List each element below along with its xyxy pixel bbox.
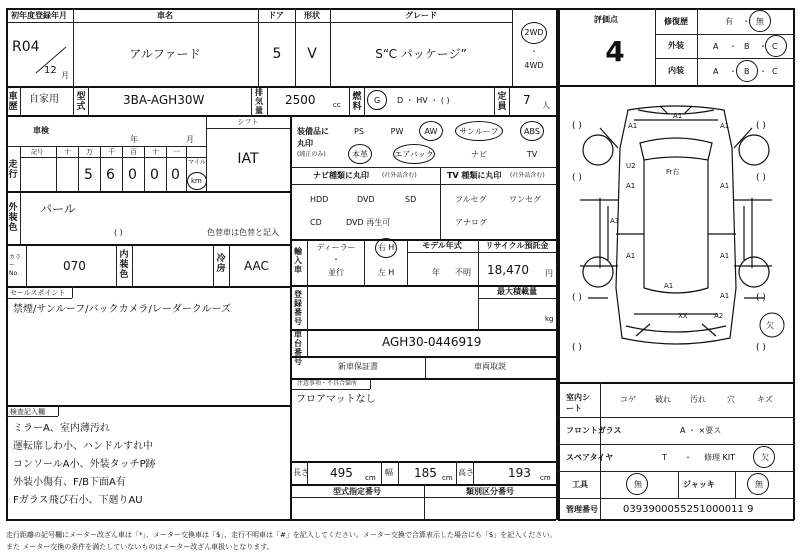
spare-kit: 修理 KIT	[704, 453, 736, 462]
equip-aw-circle	[419, 121, 443, 141]
tv-title: TV 種類に丸印	[447, 171, 502, 180]
inspect-note-1: ミラーA、室内薄汚れ	[13, 423, 110, 434]
digit-head-5: 一	[173, 148, 180, 156]
usage-value: 自家用	[29, 94, 59, 105]
first-reg-header: 初年度登録年月	[11, 11, 67, 20]
ext-dot2: ・	[759, 42, 767, 51]
sales-value: 禁煙/サンルーフ/バックカメラ/レーダークルーズ	[13, 304, 232, 315]
ext-b: B	[744, 42, 750, 51]
usage-label: 車歴	[8, 92, 18, 112]
equip-leather: 本革	[352, 150, 368, 159]
length-label: 長さ	[293, 468, 309, 477]
intr-a: A	[713, 67, 719, 76]
grade-value: S“C パッケージ”	[375, 47, 467, 61]
load-label: 最大積載量	[497, 287, 537, 296]
car-name-value: アルファード	[129, 47, 201, 61]
svg-text:A3: A3	[610, 217, 620, 225]
import-right-circle	[375, 238, 397, 258]
intr-b-circle	[736, 60, 758, 82]
recycle-label: リサイクル預託金	[485, 241, 549, 250]
colorno-value: 070	[63, 259, 86, 273]
navi-sd: SD	[405, 195, 417, 204]
notice-label: 注意事項・不具合箇所	[297, 380, 358, 387]
color-note: 色替車は色替と記入	[207, 228, 279, 237]
svg-text:( ): ( )	[572, 173, 582, 183]
svg-text:A1: A1	[626, 252, 636, 260]
capacity-label: 定員	[497, 92, 507, 112]
height-value: 193	[508, 466, 531, 480]
svg-text:( ): ( )	[572, 121, 582, 131]
car-damage-diagram	[560, 88, 792, 380]
repair-label: 修復歴	[664, 17, 688, 26]
svg-text:A1: A1	[673, 112, 683, 120]
month-unit: 月	[61, 71, 69, 80]
navi-sub: (社外品含む)	[382, 172, 417, 179]
docs-manual: 車両取説	[474, 362, 506, 371]
interior-label: 内装色	[119, 250, 129, 280]
model-year-label: モデル年式	[422, 241, 462, 250]
ext-c: C	[772, 42, 778, 51]
odometer-digit-2: 6	[106, 167, 115, 183]
svg-text:( ): ( )	[756, 293, 766, 303]
displacement-value: 2500	[285, 93, 316, 107]
odometer-digit-5: 0	[171, 167, 180, 183]
km-label: km	[191, 177, 202, 185]
displacement-label: 排気量	[255, 88, 263, 115]
spare-dot: ・	[684, 453, 692, 462]
glass-value: A ・ ×要ス	[680, 426, 722, 435]
recycle-value: 18,470	[487, 263, 529, 277]
color-label: 外装色	[8, 203, 18, 233]
model-year-year: 年	[432, 268, 440, 277]
svg-text:A1: A1	[626, 182, 636, 190]
ac-value: AAC	[244, 259, 269, 273]
svg-text:欠: 欠	[766, 321, 774, 330]
svg-text:A1: A1	[720, 122, 730, 130]
equip-aw: AW	[424, 127, 438, 136]
height-label: 高さ	[458, 468, 474, 477]
jack-value: 無	[755, 480, 763, 489]
mgmt-value: 0393900055251000011 9	[623, 504, 754, 515]
import-dealer: ディーラー	[316, 243, 356, 252]
digit-head-4: 十	[152, 148, 159, 156]
ext-label: 外装	[668, 41, 684, 50]
tools-circle	[626, 473, 648, 495]
jack-label: ジャッキ	[683, 480, 715, 489]
width-value: 185	[414, 466, 437, 480]
inspect-notes-label: 検査記入欄	[10, 408, 45, 416]
sales-label: セールスポイント	[10, 289, 66, 297]
equip-abs-circle	[520, 121, 544, 141]
model-label: 型式	[76, 92, 86, 112]
mgmt-label: 管理番号	[566, 505, 598, 514]
person-unit: 人	[542, 101, 550, 110]
length-value: 495	[330, 466, 353, 480]
equip-airbag: エアバック	[394, 150, 434, 159]
seat-kizu: キズ	[757, 395, 773, 404]
fuel-g: G	[374, 96, 381, 105]
ac-label: 冷房	[216, 254, 226, 274]
equip-label-2: 丸印	[297, 139, 313, 148]
glass-label: フロントガラス	[566, 426, 622, 435]
digit-head-0: 十	[64, 148, 71, 156]
svg-text:( ): ( )	[572, 293, 582, 303]
mile-label: マイル	[188, 159, 206, 166]
tools-label: 工具	[572, 480, 588, 489]
fuel-options: D ・ HV ・ ( )	[397, 96, 450, 105]
inspection-month: 月	[186, 135, 194, 144]
equip-tv: TV	[526, 150, 538, 159]
drive-dot: ・	[530, 47, 538, 56]
intr-b: B	[744, 67, 750, 76]
capacity-value: 7	[523, 93, 531, 107]
digit-head-1: 万	[86, 148, 93, 156]
km-circle	[187, 172, 207, 190]
fuel-label: 燃料	[352, 92, 362, 112]
svg-text:( ): ( )	[572, 343, 582, 353]
svg-text:A1: A1	[720, 252, 730, 260]
intr-c: C	[772, 67, 778, 76]
repair-no-circle	[749, 10, 771, 32]
notice-value: フロアマットなし	[296, 394, 376, 405]
chassis-label: 車台番号	[294, 330, 302, 366]
odometer-digit-4: 0	[150, 167, 159, 183]
record-label: 記号	[31, 149, 44, 156]
equip-airbag-circle	[393, 144, 435, 164]
svg-text:( ): ( )	[756, 121, 766, 131]
month-value: 12	[44, 65, 57, 76]
repair-no: 無	[756, 17, 764, 26]
fuel-g-circle	[367, 90, 387, 110]
svg-text:A1: A1	[664, 282, 674, 290]
score-label: 評価点	[594, 15, 618, 24]
spare-no: 欠	[761, 453, 769, 462]
import-parallel: 並行	[328, 268, 344, 277]
intr-label: 内装	[668, 66, 684, 75]
navi-hdd: HDD	[310, 195, 329, 204]
import-dot: ・	[332, 255, 340, 264]
shift-label: シフト	[237, 118, 259, 126]
shape-header: 形状	[304, 11, 320, 20]
colorno-label: カラーNo.	[9, 254, 22, 277]
seat-label: 室内シート	[566, 393, 590, 413]
inspection-year: 年	[130, 135, 138, 144]
type-number-label: 型式指定番号	[333, 487, 381, 496]
equip-ps: PS	[354, 127, 364, 136]
digit-head-2: 千	[108, 148, 115, 156]
svg-text:A1: A1	[720, 292, 730, 300]
equip-leather-circle	[348, 144, 372, 164]
tv-analog: アナログ	[455, 218, 487, 227]
equip-sunroof: サンルーフ	[459, 127, 499, 136]
odometer-digit-3: 0	[128, 167, 137, 183]
car-name-header: 車名	[157, 11, 173, 20]
era-value: R04	[12, 39, 40, 55]
svg-text:XX: XX	[678, 312, 688, 320]
ext-dot1: ・	[729, 42, 737, 51]
width-label: 幅	[385, 468, 393, 477]
length-unit: cm	[365, 474, 376, 482]
door-header: ドア	[268, 11, 284, 20]
navi-cd: CD	[310, 218, 322, 227]
equip-pw: PW	[390, 127, 404, 136]
height-unit: cm	[540, 474, 551, 482]
inspect-note-2: 運転席しわ小、ハンドルすれ中	[13, 441, 153, 452]
ext-c-circle	[765, 35, 787, 57]
docs-warranty: 新車保証書	[338, 362, 378, 371]
seat-ana: 穴	[727, 395, 735, 404]
spare-t: T	[662, 453, 667, 462]
spare-label: スペアタイヤ	[566, 453, 614, 462]
model-year-unknown: 不明	[455, 268, 471, 277]
navi-dvd: DVD	[357, 195, 375, 204]
equip-abs: ABS	[524, 127, 540, 136]
jack-circle	[747, 473, 769, 495]
inspect-note-5: Fガラス飛び石小、下廻りAU	[13, 495, 143, 506]
svg-text:( ): ( )	[756, 173, 766, 183]
grade-header: グレード	[405, 11, 437, 20]
reg-label: 登録番号	[294, 290, 302, 326]
color-value: パール	[40, 202, 76, 216]
drive-2wd: 2WD	[524, 28, 544, 37]
inspect-note-3: コンソールA小、外装タッチP跡	[13, 459, 156, 470]
svg-text:( ): ( )	[756, 343, 766, 353]
load-unit: kg	[545, 315, 554, 323]
seat-yabure: 破れ	[655, 395, 671, 404]
spare-no-circle	[753, 446, 775, 468]
recycle-unit: 円	[545, 269, 553, 278]
score-value: 4	[605, 35, 625, 68]
class-number-label: 類別区分番号	[466, 487, 514, 496]
equip-navi: ナビ	[471, 150, 487, 159]
odometer-label: 走行	[8, 160, 18, 180]
odometer-digit-1: 5	[84, 167, 93, 183]
svg-text:U2: U2	[626, 162, 636, 170]
tv-full: フルセグ	[455, 195, 487, 204]
equip-label-1: 装備品に	[297, 127, 329, 136]
footer-line-2: また メーター交換の条件を満たしていないものはメーター改ざん車扱いとなります。	[6, 543, 274, 551]
import-right: 右 H	[377, 243, 395, 252]
doors-value: 5	[272, 46, 282, 62]
intr-dot1: ・	[729, 67, 737, 76]
drive-2wd-circle	[521, 22, 547, 44]
footer-line-1: 走行距離の記号欄にメーター改ざん車は「*」、メーター交換車は「$」、走行不明車は「#」を記入してください。メーター交換で合算表示した場合にも「$」を記入ください。	[6, 531, 557, 539]
svg-text:A1: A1	[720, 182, 730, 190]
equip-sunroof-circle	[455, 121, 503, 141]
tv-sub: (社外品含む)	[510, 172, 545, 179]
chassis-value: AGH30-0446919	[382, 335, 482, 349]
ext-a: A	[713, 42, 719, 51]
navi-dvd-play: DVD 再生可	[346, 218, 391, 227]
inspection-label: 車検	[33, 126, 49, 135]
svg-text:A1: A1	[628, 122, 638, 130]
width-unit: cm	[442, 474, 453, 482]
seat-yogore: 汚れ	[690, 395, 706, 404]
seat-koge: コゲ	[620, 395, 636, 404]
shape-value: V	[307, 46, 317, 62]
repair-yes: 有	[725, 17, 733, 26]
shift-value: IAT	[237, 151, 259, 167]
digit-head-3: 百	[130, 148, 137, 156]
navi-title: ナビ種類に丸印	[313, 171, 369, 180]
import-label: 輸入車	[294, 247, 302, 274]
repair-dot: ・	[742, 17, 750, 26]
drive-4wd: 4WD	[524, 61, 544, 70]
import-left: 左 H	[377, 268, 395, 277]
inspect-note-4: 外装小傷有、F/B下面A有	[13, 477, 126, 488]
svg-text:Fr右: Fr右	[666, 168, 680, 176]
svg-text:A2: A2	[714, 312, 724, 320]
tv-one: ワンセグ	[509, 195, 541, 204]
color-paren: ( )	[114, 228, 123, 237]
cc-unit: cc	[333, 101, 341, 109]
intr-dot2: ・	[759, 67, 767, 76]
equip-label-3: (純正のみ)	[297, 151, 326, 158]
tools-value: 無	[634, 480, 642, 489]
model-value: 3BA-AGH30W	[123, 93, 205, 107]
